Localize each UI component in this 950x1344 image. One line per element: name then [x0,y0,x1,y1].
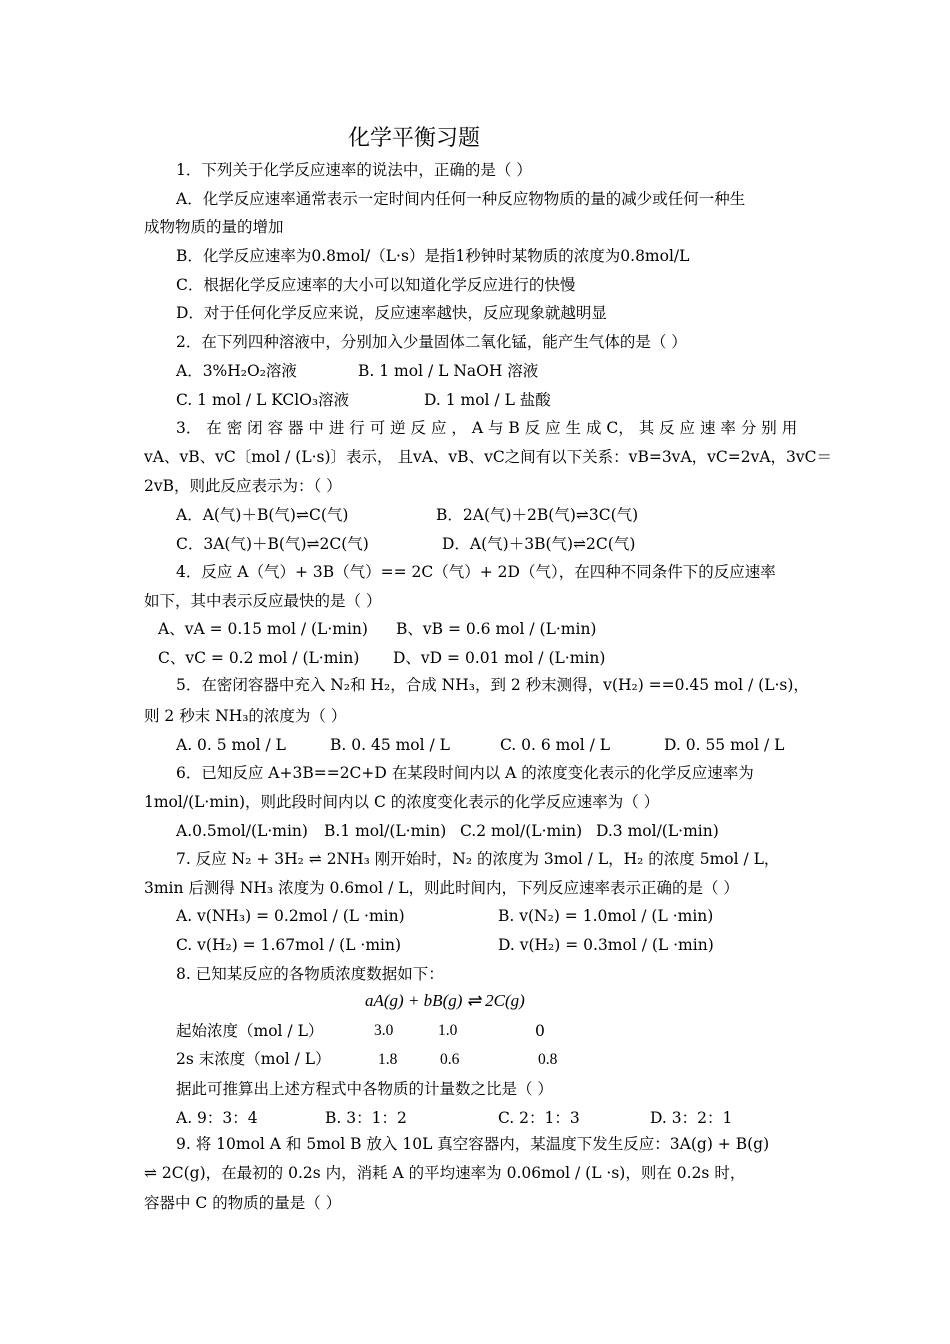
q4-option-a: A、vA = 0.15 mol / (L·min) [158,620,368,638]
q1-option-d: D．对于任何化学反应来说，反应速率越快，反应现象就越明显 [176,304,607,322]
q4-stem-line1: 4．反应 A（气）+ 3B（气）== 2C（气）+ 2D（气），在四种不同条件下的反应速率 [176,563,776,581]
q4-option-c: C、vC = 0.2 mol / (L·min) [158,649,360,667]
q5-option-b: B. 0. 45 mol / L [330,736,450,754]
q8-row-initial-label: 起始浓度（mol / L） [176,1022,324,1040]
q8-initial-b: 1.0 [438,1022,458,1039]
q4-option-b: B、vB = 0.6 mol / (L·min) [396,620,597,638]
q3-option-d: D．A(气)＋3B(气)⇌2C(气) [442,535,636,553]
q8-option-a: A. 9：3：4 [176,1109,258,1127]
q3-stem-line3: 2vB，则此反应表示为：（ ） [144,477,342,495]
q8-option-d: D. 3：2：1 [650,1109,733,1127]
q7-option-b: B. v(N₂) = 1.0mol / (L ·min) [498,907,714,925]
q8-option-c: C. 2：1：3 [498,1109,580,1127]
q9-stem-line1: 9. 将 10mol A 和 5mol B 放入 10L 真空容器内，某温度下发生反应：3A(g) + B(g) [176,1135,770,1153]
q2-option-c: C. 1 mol / L KClO₃溶液 [176,391,350,409]
q1-option-b: B．化学反应速率为0.8mol/（L·s）是指1秒钟时某物质的浓度为0.8mol/L [176,247,690,265]
q2-option-a: A．3%H₂O₂溶液 [176,362,297,380]
q5-option-a: A. 0. 5 mol / L [176,736,286,754]
q8-initial-a: 3.0 [374,1022,394,1039]
q2-stem: 2．在下列四种溶液中，分别加入少量固体二氧化锰，能产生气体的是（ ） [176,333,687,351]
q7-option-c: C. v(H₂) = 1.67mol / (L ·min) [176,936,402,954]
q3-option-b: B．2A(气)＋2B(气)⇌3C(气) [436,506,639,524]
q6-option-c: C.2 mol/(L·min) [460,822,583,840]
q6-option-b: B.1 mol/(L·min) [324,822,447,840]
q4-stem-line2: 如下，其中表示反应最快的是（ ） [144,592,382,610]
q3-stem-line2: vA、vB、vC〔mol / (L·s)〕表示， 且vA、vB、vC之间有以下关系：vB=3vA，vC=2vA，3vC＝ [144,448,833,466]
q3-stem-line1: 3． 在 密 闭 容 器 中 进 行 可 逆 反 应 ， A 与 B 反 应 生 成 C， 其 反 应 速 率 分 别 用 [176,419,798,437]
q5-stem-line1: 5．在密闭容器中充入 N₂和 H₂，合成 NH₃，到 2 秒末测得，v(H₂) ==0.45 mol / (L·s)， [176,676,809,694]
q8-initial-c: 0 [535,1022,545,1040]
q6-stem-line2: 1mol/(L·min)，则此段时间内以 C 的浓度变化表示的化学反应速率为（ ） [144,793,660,811]
q8-equation: aA(g) + bB(g) ⇌ 2C(g) [365,991,525,1010]
q1-option-c: C．根据化学反应速率的大小可以知道化学反应进行的快慢 [176,276,576,294]
q9-stem-line3: 容器中 C 的物质的量是（ ） [144,1194,342,1212]
q8-final-c: 0.8 [538,1051,558,1068]
q1-option-a-line2: 成物物质的量的增加 [144,218,284,236]
q8-final-b: 0.6 [440,1051,460,1068]
q4-option-d: D、vD = 0.01 mol / (L·min) [393,649,606,667]
q3-option-a: A．A(气)＋B(气)⇌C(气) [176,506,349,524]
q2-option-d: D. 1 mol / L 盐酸 [424,391,551,409]
q8-question: 据此可推算出上述方程式中各物质的计量数之比是（ ） [176,1080,553,1098]
q6-option-d: D.3 mol/(L·min) [596,822,719,840]
q3-option-c: C．3A(气)＋B(气)⇌2C(气) [176,535,369,553]
q5-stem-line2: 则 2 秒末 NH₃的浓度为（ ） [144,707,347,725]
q9-stem-line2: ⇌ 2C(g)，在最初的 0.2s 内，消耗 A 的平均速率为 0.06mol / (L ·s)，则在 0.2s 时， [144,1164,746,1182]
q7-stem-line1: 7. 反应 N₂ + 3H₂ ⇌ 2NH₃ 刚开始时，N₂ 的浓度为 3mol / L，H₂ 的浓度 5mol / L， [176,850,780,868]
q7-stem-line2: 3min 后测得 NH₃ 浓度为 0.6mol / L，则此时间内，下列反应速率表示正确的是（ ） [144,879,739,897]
q6-option-a: A.0.5mol/(L·min) [176,822,308,840]
q6-stem-line1: 6．已知反应 A+3B==2C+D 在某段时间内以 A 的浓度变化表示的化学反应速率为 [176,764,754,782]
q8-row-final-label: 2s 末浓度（mol / L） [176,1050,331,1068]
q1-stem: 1．下列关于化学反应速率的说法中，正确的是（ ） [176,161,532,179]
q8-final-a: 1.8 [378,1051,398,1068]
q5-option-c: C. 0. 6 mol / L [500,736,611,754]
q7-option-d: D. v(H₂) = 0.3mol / (L ·min) [498,936,714,954]
q1-option-a-line1: A．化学反应速率通常表示一定时间内任何一种反应物物质的量的减少或任何一种生 [176,190,746,208]
q8-option-b: B. 3：1：2 [325,1109,407,1127]
q2-option-b: B. 1 mol / L NaOH 溶液 [358,362,539,380]
q7-option-a: A. v(NH₃) = 0.2mol / (L ·min) [176,907,405,925]
page-title: 化学平衡习题 [348,126,481,151]
q5-option-d: D. 0. 55 mol / L [664,736,785,754]
q8-stem: 8. 已知某反应的各物质浓度数据如下： [176,965,444,983]
